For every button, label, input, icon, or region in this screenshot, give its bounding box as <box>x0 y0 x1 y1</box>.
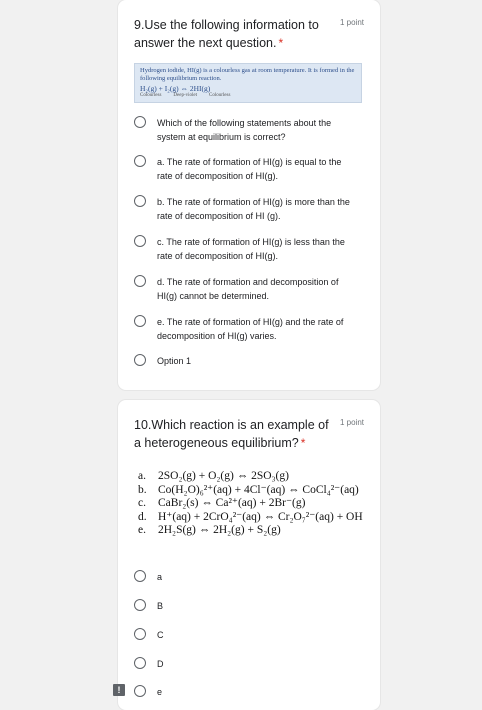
reaction-letter: e. <box>138 524 146 536</box>
option-d[interactable] <box>134 657 357 671</box>
reaction-letter: d. <box>138 510 147 523</box>
option-label: D <box>157 659 164 669</box>
reaction-row <box>138 497 363 511</box>
radio-button[interactable] <box>134 570 146 582</box>
question-10-title: 10.Which reaction is an example of a heterogeneous equilibrium? * <box>134 418 329 450</box>
option-label: a. The rate of formation of HI(g) is equal to the rate of decomposition of HI(g). <box>157 157 342 181</box>
option-label: e <box>157 687 163 697</box>
info-image <box>134 63 362 103</box>
option-label: a <box>157 572 163 582</box>
radio-button[interactable] <box>134 155 146 167</box>
option-e[interactable] <box>134 315 357 343</box>
reaction-letter: a. <box>138 470 146 482</box>
reaction-letter: c. <box>138 497 146 509</box>
reaction-list <box>138 470 363 538</box>
option-label: d. The rate of formation and decomposition of HI(g) cannot be determined. <box>157 277 339 301</box>
option-label: b. The rate of formation of HI(g) is more than the rate of decomposition of HI (g). <box>157 197 350 221</box>
radio-button[interactable] <box>134 116 146 128</box>
radio-button[interactable] <box>134 685 146 697</box>
report-icon[interactable]: ! <box>113 684 125 696</box>
option-d[interactable] <box>134 275 357 303</box>
reaction-row <box>138 470 363 484</box>
reaction-text: CaBr₂(s) ⇔ Ca²⁺(aq) + 2Br⁻(g) <box>158 497 306 509</box>
option-a[interactable] <box>134 155 357 183</box>
info-label: Colourless <box>140 93 162 98</box>
option-label: B <box>157 601 164 611</box>
radio-button[interactable] <box>134 599 146 611</box>
radio-button[interactable] <box>134 657 146 669</box>
radio-button[interactable] <box>134 235 146 247</box>
option-c[interactable] <box>134 628 357 642</box>
option-c[interactable] <box>134 235 357 263</box>
option-label: C <box>157 630 164 640</box>
option-label: e. The rate of formation of HI(g) and the rate of decomposition of HI(g) varies. <box>157 317 344 341</box>
required-mark: * <box>278 36 284 50</box>
info-label: Deep-violet <box>173 93 197 98</box>
points-label: 1 point <box>339 18 364 27</box>
required-mark: * <box>300 436 306 450</box>
info-label: Colourless <box>209 93 231 98</box>
radio-button[interactable] <box>134 315 146 327</box>
reaction-text: H⁺(aq) + 2CrO₄²⁻(aq) ⇔ Cr₂O₇²⁻(aq) + OH <box>158 510 363 523</box>
question-9-title: 9.Use the following information to answer the next question. * <box>134 18 319 50</box>
option-e[interactable] <box>134 685 357 699</box>
option-label: c. The rate of formation of HI(g) is less than the rate of decomposition of HI(g). <box>157 237 345 261</box>
radio-button[interactable] <box>134 354 146 366</box>
radio-button[interactable] <box>134 628 146 640</box>
option-b[interactable] <box>134 195 357 223</box>
info-equation: H₂(g) + I₂(g) ⇔ 2HI(g) <box>140 84 211 93</box>
radio-button[interactable] <box>134 195 146 207</box>
reaction-row <box>138 524 363 538</box>
radio-button[interactable] <box>134 275 146 287</box>
reaction-text: Co(H₂O)₆²⁺(aq) + 4Cl⁻(aq) ⇔ CoCl₄²⁻(aq) <box>158 483 359 496</box>
option-label: Option 1 <box>157 356 192 366</box>
option-b[interactable] <box>134 599 357 613</box>
reaction-row <box>138 484 363 498</box>
reaction-row <box>138 511 363 525</box>
option-label: Which of the following statements about the system at equilibrium is correct? <box>157 118 332 142</box>
option-a[interactable] <box>134 570 357 584</box>
info-labels <box>140 93 356 99</box>
option-0[interactable] <box>134 116 357 144</box>
option-1[interactable] <box>134 354 357 368</box>
points-label: 1 point <box>339 418 364 427</box>
reaction-letter: b. <box>138 483 147 496</box>
info-text: Hydrogen iodide, HI(g) is a colourless gas at room temperature. It is formed in the following equilibrium reaction. <box>140 67 355 82</box>
reaction-text: 2H₂S(g) ⇔ 2H₂(g) + S₂(g) <box>158 524 281 536</box>
question-9-card <box>118 0 380 390</box>
reaction-text: 2SO₂(g) + O₂(g) ⇔ 2SO₃(g) <box>158 470 289 482</box>
